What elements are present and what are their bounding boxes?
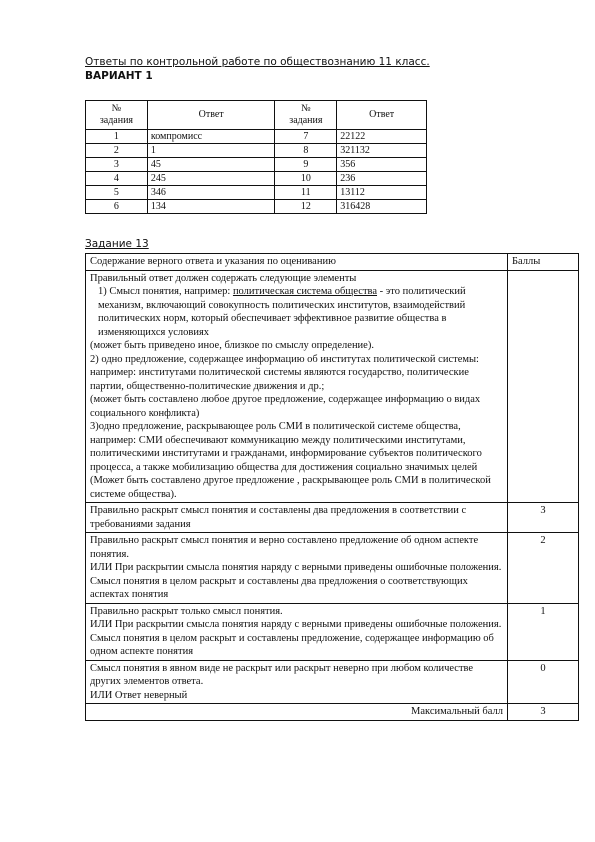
max-score-value: 3 xyxy=(508,704,579,721)
answer-header: Ответ xyxy=(147,101,275,130)
criteria-row xyxy=(86,533,579,604)
answer-header: Ответ xyxy=(337,101,427,130)
task-answer: 1 xyxy=(147,144,275,158)
title-line: Ответы по контрольной работе по обществознанию 11 класс. xyxy=(85,56,430,68)
element-2: 2) одно предложение, содержащее информацию об институтах политической системы: например: институтами политической системы являются государство, политические партии, общественно-политические движения и др.; xyxy=(90,353,479,392)
num-header: № задания xyxy=(86,101,148,130)
element-1-note: (может быть приведено иное, близкое по смыслу определение). xyxy=(90,340,374,351)
table-row xyxy=(86,130,427,144)
task-number: 7 xyxy=(275,130,337,144)
task-number: 1 xyxy=(86,130,148,144)
correct-answer-row xyxy=(86,270,579,503)
task-answer: 316428 xyxy=(337,200,427,214)
task-answer: компромисс xyxy=(147,130,275,144)
criteria-row xyxy=(86,503,579,533)
table-row xyxy=(86,186,427,200)
table-row xyxy=(86,172,427,186)
max-score-row xyxy=(86,704,579,721)
variant-label: ВАРИАНТ 1 xyxy=(85,70,153,82)
score-value: 3 xyxy=(508,503,579,533)
answers-table xyxy=(85,100,427,214)
max-score-label: Максимальный балл xyxy=(86,704,508,721)
task-number: 3 xyxy=(86,158,148,172)
criteria-text: Правильно раскрыт только смысл понятия. ИЛИ При раскрытии смысла понятия наряду с верными приведены ошибочные положения. Смысл понятия в целом раскрыт и составлены предложение, содержащее информацию об одном аспекте понятия xyxy=(86,603,508,660)
score-value: 1 xyxy=(508,603,579,660)
criteria-header-row xyxy=(86,254,579,271)
answers-header-row xyxy=(86,101,427,130)
task-answer: 45 xyxy=(147,158,275,172)
task-number: 11 xyxy=(275,186,337,200)
task-answer: 356 xyxy=(337,158,427,172)
task-answer: 22122 xyxy=(337,130,427,144)
criteria-text: Правильно раскрыт смысл понятия и составлены два предложения в соответствии с требованиями задания xyxy=(86,503,508,533)
element-3-note: (Может быть составлено другое предложение , раскрывающее роль СМИ в политической системе общества). xyxy=(90,475,491,500)
task-13-title: Задание 13 xyxy=(85,238,149,250)
table-row xyxy=(86,144,427,158)
element-1: 1) Смысл понятия, например: политическая система общества - это политический механизм, включающий совокупность политических институтов, взаимодействий политических норм, который обеспечивает эффективное развитие общества в изменяющихся условиях xyxy=(98,286,466,338)
criteria-text: Правильно раскрыт смысл понятия и верно составлено предложение об одном аспекте понятия. ИЛИ При раскрытии смысла понятия наряду с верными приведены ошибочные положения. Смысл понятия в целом раскрыт и составлены два предложения о соответствующих аспектах понятия xyxy=(86,533,508,604)
score-value: 2 xyxy=(508,533,579,604)
term-underlined: политическая система общества xyxy=(232,286,378,297)
task-answer: 346 xyxy=(147,186,275,200)
task-answer: 134 xyxy=(147,200,275,214)
task-number: 4 xyxy=(86,172,148,186)
content-header: Содержание верного ответа и указания по оцениванию xyxy=(86,254,508,271)
table-row xyxy=(86,200,427,214)
criteria-text: Смысл понятия в явном виде не раскрыт или раскрыт неверно при любом количестве других элементов ответа. ИЛИ Ответ неверный xyxy=(86,660,508,704)
score-value: 0 xyxy=(508,660,579,704)
task-number: 2 xyxy=(86,144,148,158)
task-number: 9 xyxy=(275,158,337,172)
score-cell xyxy=(508,270,579,503)
element-3: 3)одно предложение, раскрывающее роль СМИ в политической системе общества, например: СМИ обеспечивают коммуникацию между политическими институтами, политическими институтами и гражданами, информирование субъектов политического процесса, а также мобилизацию общества для достижения социально значимых целей xyxy=(90,421,482,473)
task-answer: 245 xyxy=(147,172,275,186)
task-answer: 13112 xyxy=(337,186,427,200)
table-row xyxy=(86,158,427,172)
task-answer: 236 xyxy=(337,172,427,186)
task-number: 8 xyxy=(275,144,337,158)
task-number: 6 xyxy=(86,200,148,214)
task-answer: 321132 xyxy=(337,144,427,158)
element-2-note: (может быть составлено любое другое предложение, содержащее информацию о видах социального конфликта) xyxy=(90,394,481,419)
criteria-row xyxy=(86,603,579,660)
criteria-row xyxy=(86,660,579,704)
document-title xyxy=(85,55,545,83)
criteria-table xyxy=(85,253,579,721)
score-header: Баллы xyxy=(508,254,579,271)
num-header: № задания xyxy=(275,101,337,130)
task-number: 12 xyxy=(275,200,337,214)
intro-text: Правильный ответ должен содержать следующие элементы xyxy=(90,272,357,284)
task-number: 5 xyxy=(86,186,148,200)
task-number: 10 xyxy=(275,172,337,186)
correct-answer-content xyxy=(86,270,508,503)
